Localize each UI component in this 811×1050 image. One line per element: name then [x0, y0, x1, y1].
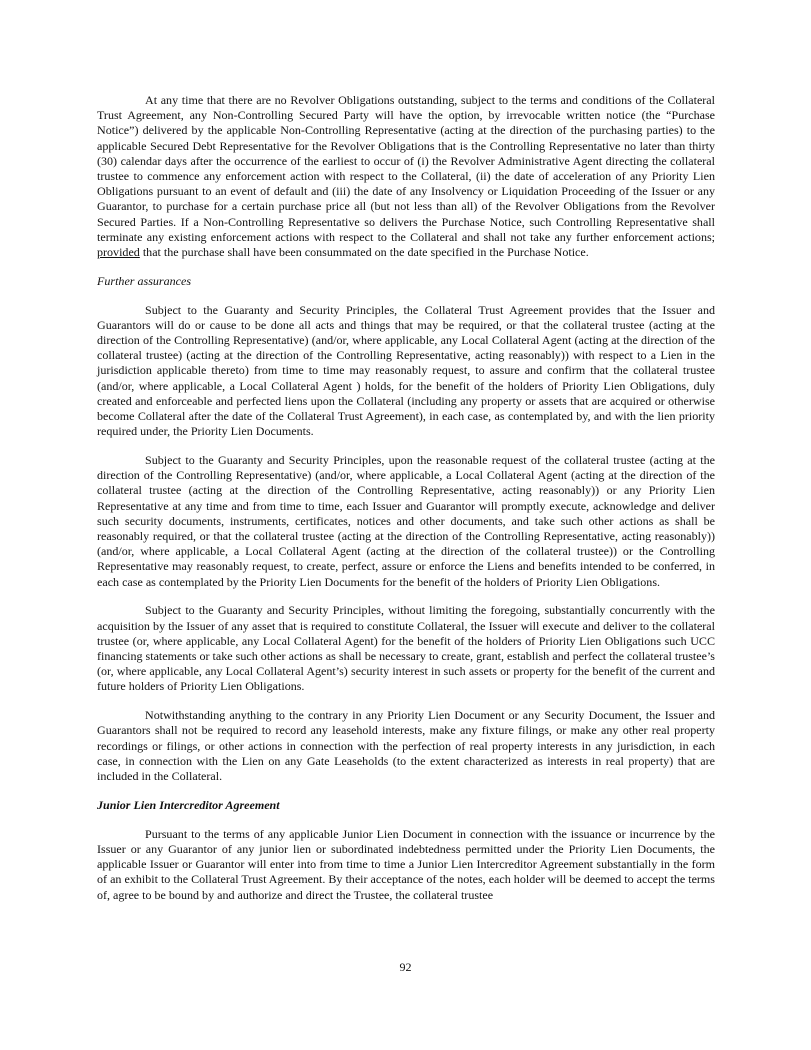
paragraph-further-assurances-2: Subject to the Guaranty and Security Principles, upon the reasonable request of the collateral trustee (acting at the direction of the Controlling Representative) (and/or, where applicable, a Local Collateral Agent (acting at the direction of the collateral trustee (acting at the direction of the Controlling Representative, acting reasonably)) or any Priority Lien Representative at any time and from time to time, each Issuer and Guarantor will promptly execute, acknowledge and deliver such security documents, instruments, certificates, notices and other documents, and take such other actions as shall be reasonably required, or that the collateral trustee (acting at the direction of the Controlling Representative, acting reasonably)) (and/or, where applicable, a Local Collateral Agent (acting at the direction of the collateral trustee)) or the Controlling Representative may reasonably request, to create, perfect, assure or enforce the Liens and benefits intended to be conferred, in each case as contemplated by the Priority Lien Documents for the benefit of the holders of Priority Lien Obligations.: [97, 453, 715, 589]
paragraph-text: that the purchase shall have been consummated on the date specified in the Purchase Notice.: [139, 245, 589, 260]
heading-further-assurances: Further assurances: [97, 273, 192, 288]
paragraph-text: At any time that there are no Revolver Obligations outstanding, subject to the terms and conditions of the Collateral Trust Agreement, any Non-Controlling Secured Party will have the option, by irrevocable written notice (the “Purchase Notice”) delivered by the applicable Non-Controlling Representative (acting at the direction of the purchasing parties) to the applicable Secured Debt Representative for the Revolver Obligations that is the Controlling Representative no later than thirty (30) calendar days after the occurrence of the earliest to occur of (i) the Revolver Administrative Agent directing the collateral trustee to commence any enforcement action with respect to the Collateral, (ii) the date of acceleration of any Priority Lien Obligations pursuant to an event of default and (iii) the date of any Insolvency or Liquidation Proceeding of the Issuer or any Guarantor, to purchase for a certain purchase price all (but not less than all) of the Revolver Obligations from the Revolver Secured Parties. If a Non-Controlling Representative so delivers the Purchase Notice, such Controlling Representative shall terminate any existing enforcement actions with respect to the Collateral and shall not take any further enforcement actions;: [97, 93, 715, 244]
paragraph-junior-lien-1: Pursuant to the terms of any applicable Junior Lien Document in connection with the issuance or incurrence by the Issuer or any Guarantor of any junior lien or subordinated indebtedness permitted under the Priority Lien Documents, the applicable Issuer or Guarantor will enter into from time to time a Junior Lien Intercreditor Agreement substantially in the form of an exhibit to the Collateral Trust Agreement. By their acceptance of the notes, each holder will be deemed to accept the terms of, agree to be bound by and authorize and direct the Trustee, the collateral trustee: [97, 826, 715, 902]
paragraph-further-assurances-3: Subject to the Guaranty and Security Principles, without limiting the foregoing, substantially concurrently with the acquisition by the Issuer of any asset that is required to constitute Collateral, the Issuer will execute and deliver to the collateral trustee (or, where applicable, any Local Collateral Agent) for the benefit of the holders of Priority Lien Obligations such UCC financing statements or take such other actions as shall be necessary to create, grant, establish and perfect the collateral trustee’s (or, where applicable, any Local Collateral Agent’s) security interest in such assets or property for the benefit of the current and future holders of Priority Lien Obligations.: [97, 603, 715, 694]
document-page: [97, 93, 715, 916]
provided-underlined-term: provided: [97, 245, 140, 260]
paragraph-further-assurances-4: Notwithstanding anything to the contrary in any Priority Lien Document or any Security Document, the Issuer and Guarantors shall not be required to record any leasehold interests, make any fixture filings, or make any other real property recordings or filings, or other actions in connection with the perfection of real property interests in any jurisdiction, in each case, in connection with the Lien on any Gate Leaseholds (to the extent characterized as interests in real property) that are included in the Collateral.: [97, 708, 715, 784]
heading-junior-lien-intercreditor-agreement: Junior Lien Intercreditor Agreement: [97, 797, 280, 812]
page-number: 92: [399, 960, 412, 974]
paragraph-further-assurances-1: Subject to the Guaranty and Security Principles, the Collateral Trust Agreement provides that the Issuer and Guarantors will do or cause to be done all acts and things that may be required, or that the collateral trustee (acting at the direction of the Controlling Representative) (and/or, where applicable, any Local Collateral Agent (acting at the direction of the collateral trustee) (acting at the direction of the Controlling Representative, acting reasonably)) with respect to a Lien in the jurisdiction applicable thereto) from time to time may reasonably request, to assure and confirm that the collateral trustee (and/or, where applicable, a Local Collateral Agent ) holds, for the benefit of the holders of Priority Lien Obligations, duly created and enforceable and perfected liens upon the Collateral (including any property or assets that are acquired or otherwise become Collateral after the date of the Collateral Trust Agreement), in each case, as contemplated by, and with the lien priority required under, the Priority Lien Documents.: [97, 302, 715, 439]
paragraph-purchase-option: [97, 93, 715, 260]
